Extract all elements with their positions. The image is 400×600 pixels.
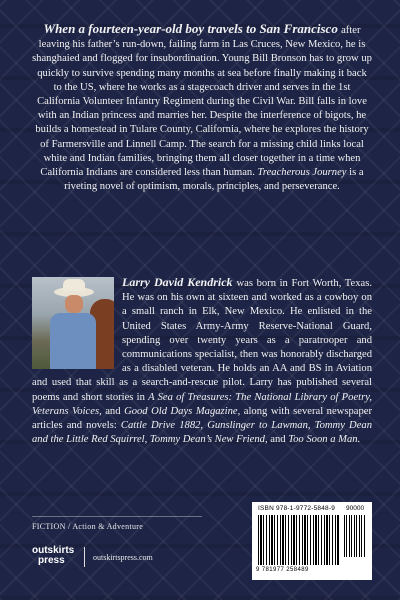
publisher-logo-line2: press: [38, 555, 65, 566]
publisher-url: outskirtspress.com: [93, 552, 153, 562]
isbn-text: ISBN 978-1-9772-5848-9: [258, 505, 336, 512]
bio-text-3: along with several newspaper articles and novels:: [32, 405, 372, 432]
author-name: Larry David Kendrick: [122, 275, 237, 289]
isbn-barcode: [252, 502, 372, 580]
book-blurb: [32, 22, 372, 194]
publisher-block: [32, 546, 153, 568]
author-photo-image: [32, 277, 114, 369]
bio-text-1: was born in Fort Worth, Texas. He was on his own at sixteen and worked as a cowboy on a small ranch in Elk, New Mexico. He enlisted in the United States Army-Army Reserve-National Guard, spending over twenty years as a paratrooper and communications specialist, then was honorably discharged as a disabled veteran. He holds an AA and BS in Aviation and used that skill as a search-and-rescue pilot. Larry has published several poems and short stories in: [32, 278, 372, 403]
shirt-shape: [50, 313, 96, 369]
bio-work-2: Good Old Days Magazine,: [124, 405, 244, 417]
bio-work-3: Cattle Drive 1882, Gunslinger to Lawman, Tommy Dean and the Little Red Squirrel, Tommy Dean’s New Friend,: [32, 420, 372, 446]
bio-text-2: and: [105, 405, 125, 417]
publisher-separator: [84, 547, 85, 567]
blurb-lead: When a fourteen-year-old boy travels to San Francisco: [43, 21, 342, 36]
hat-crown-shape: [63, 279, 85, 291]
barcode-digits: 9 781977 258489: [256, 567, 309, 573]
divider: [32, 516, 202, 517]
genre-label: FICTION / Action & Adventure: [32, 522, 144, 531]
blurb-body: after leaving his father’s run-down, failing farm in Las Cruces, New Mexico, he is shanghaied and flogged for insubordination. Young Bill Bronson has to grow up quickly to survive spending many months at sea before finally making it back to the US, where he works as a stagecoach driver and serves in the 1st California Volunteer Infantry Regiment during the Civil War. Bill falls in love with an Indian princess and marries her. Despite the interference of bigots, he builds a homestead in Tulare County, California, where he explores the history of Farmersville and Linnell Camp. The search for a missing child links local white and Indian families, bringing them all closer together in a time when California Indians are considered less than human.: [32, 25, 372, 179]
bio-work-1: A Sea of Treasures: The National Library of Poetry, Veterans Voices,: [32, 391, 372, 417]
bio-work-4: Too Soon a Man.: [288, 434, 361, 446]
bio-text-4: and: [270, 434, 289, 446]
barcode-bars: [258, 515, 340, 565]
face-shape: [65, 295, 83, 313]
blurb-tail: is a riveting novel of optimism, morals, principles, and perseverance.: [64, 167, 364, 193]
publisher-logo: [32, 546, 76, 568]
publisher-logo-line1: outskirts: [32, 545, 75, 556]
barcode-addon-bars: [344, 515, 366, 557]
blurb-title: Treacherous Journey: [257, 167, 350, 179]
author-bio: [32, 275, 372, 447]
price-code: 90000: [346, 505, 365, 512]
